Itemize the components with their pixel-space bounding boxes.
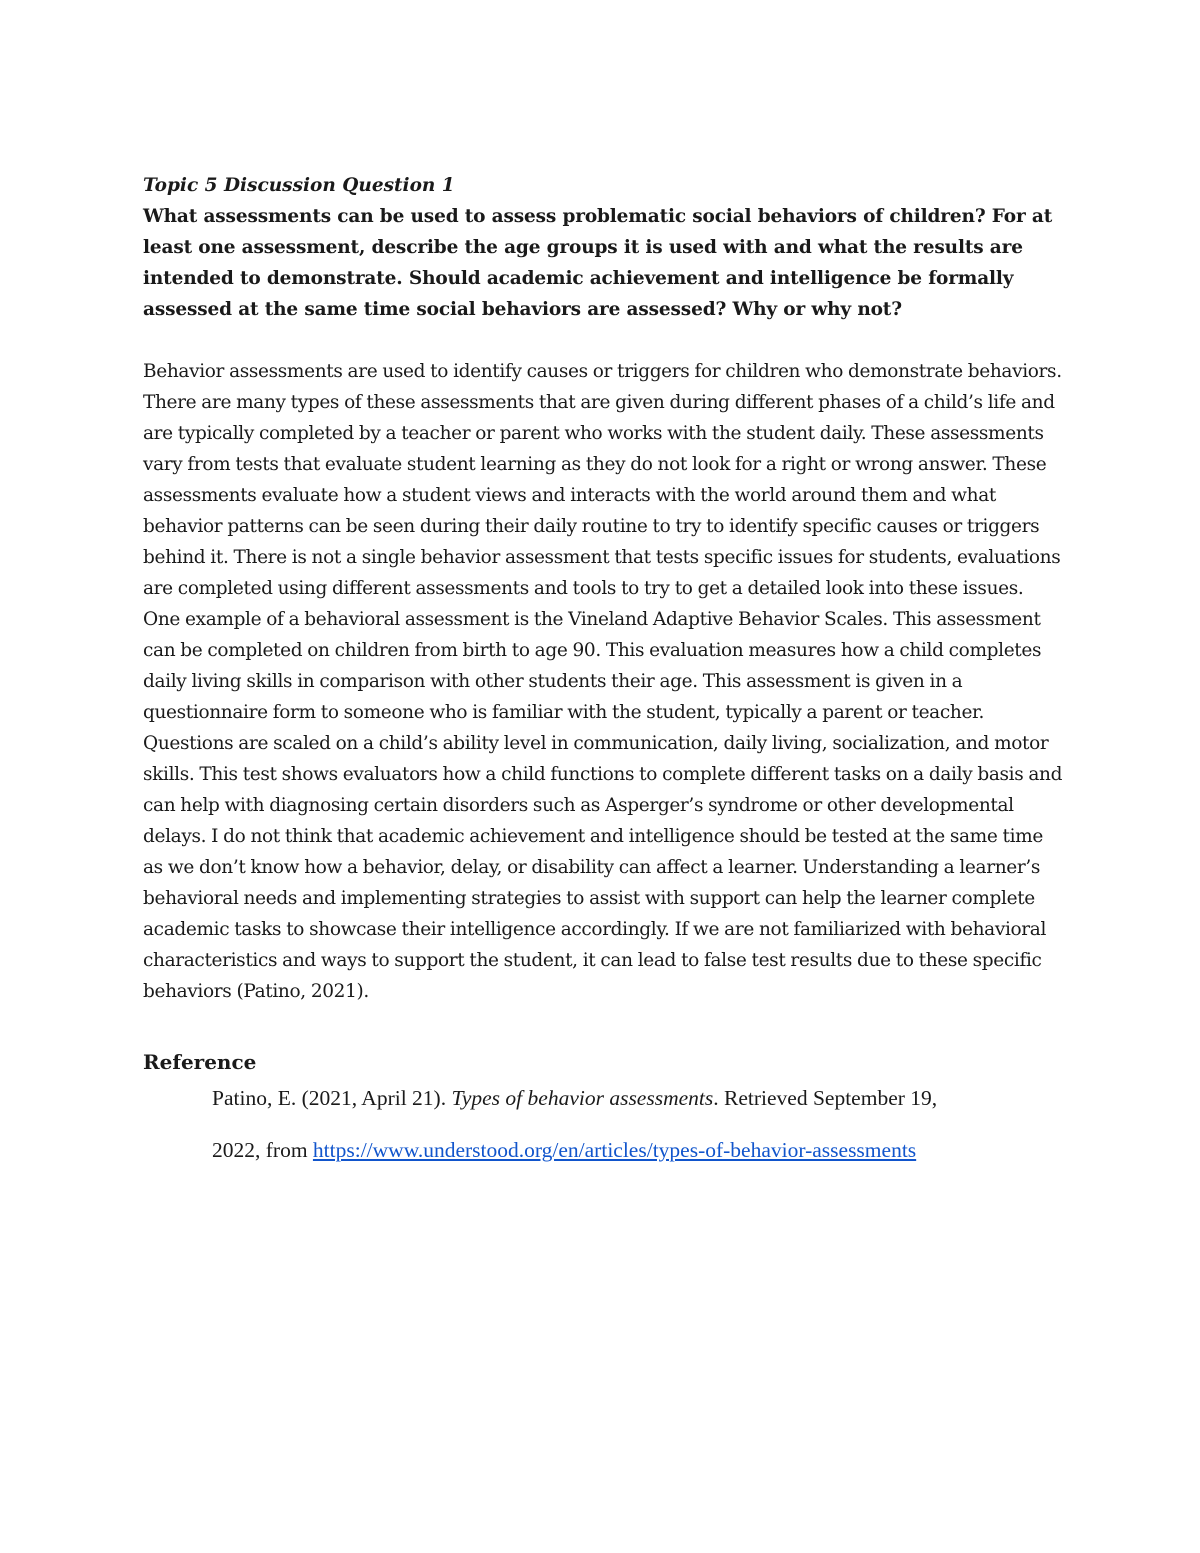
response-paragraph: Behavior assessments are used to identify causes or triggers for children who demonstrate behaviors. There are many types of these assessments that are given during different phases of a child’s life and are typically completed by a teacher or parent who works with the student daily. These assessments vary from tests that evaluate student learning as they do not look for a right or wrong answer. These assessments evaluate how a student views and interacts with the world around them and what behavior patterns can be seen during their daily routine to try to identify specific causes or triggers behind it. There is not a single behavior assessment that tests specific issues for students, evaluations are completed using different assessments and tools to try to get a detailed look into these issues. One example of a behavioral assessment is the Vineland Adaptive Behavior Scales. This assessment can be completed on children from birth to age 90. This evaluation measures how a child completes daily living skills in comparison with other students their age. This assessment is given in a questionnaire form to someone who is familiar with the student, typically a parent or teacher. Questions are scaled on a child’s ability level in communication, daily living, socialization, and motor skills. This test shows evaluators how a child functions to complete different tasks on a daily basis and can help with diagnosing certain disorders such as Asperger’s syndrome or other developmental delays. I do not think that academic achievement and intelligence should be tested at the same time as we don’t know how a behavior, delay, or disability can affect a learner. Understanding a learner’s behavioral needs and implementing strategies to assist with support can help the learner complete academic tasks to showcase their intelligence accordingly. If we are not familiarized with behavioral characteristics and ways to support the student, it can lead to false test results due to these specific behaviors (Patino, 2021). (143, 361, 1063, 1002)
reference-url-link[interactable]: https://www.understood.org/en/articles/types-of-behavior-assessments (312, 1138, 917, 1162)
reference-entry (143, 1072, 1063, 1176)
reference-title: Types of behavior assessments (451, 1086, 714, 1110)
discussion-question: What assessments can be used to assess problematic social behaviors of children? For at least one assessment, describe the age groups it is used with and what the results are intended to demonstrate. Should academic achievement and intelligence be formally assessed at the same time social behaviors are assessed? Why or why not? (143, 206, 1053, 320)
topic-title: Topic 5 Discussion Question 1 (143, 175, 455, 196)
reference-author-date: Patino, E. (2021, April 21). (212, 1086, 452, 1110)
reference-heading: Reference (143, 1050, 257, 1074)
reference-retrieved: . Retrieved September 19, (713, 1086, 938, 1110)
reference-retrieved-cont: 2022, from (212, 1138, 313, 1162)
document-content (143, 170, 1063, 1176)
reference-continuation (212, 1124, 1063, 1176)
